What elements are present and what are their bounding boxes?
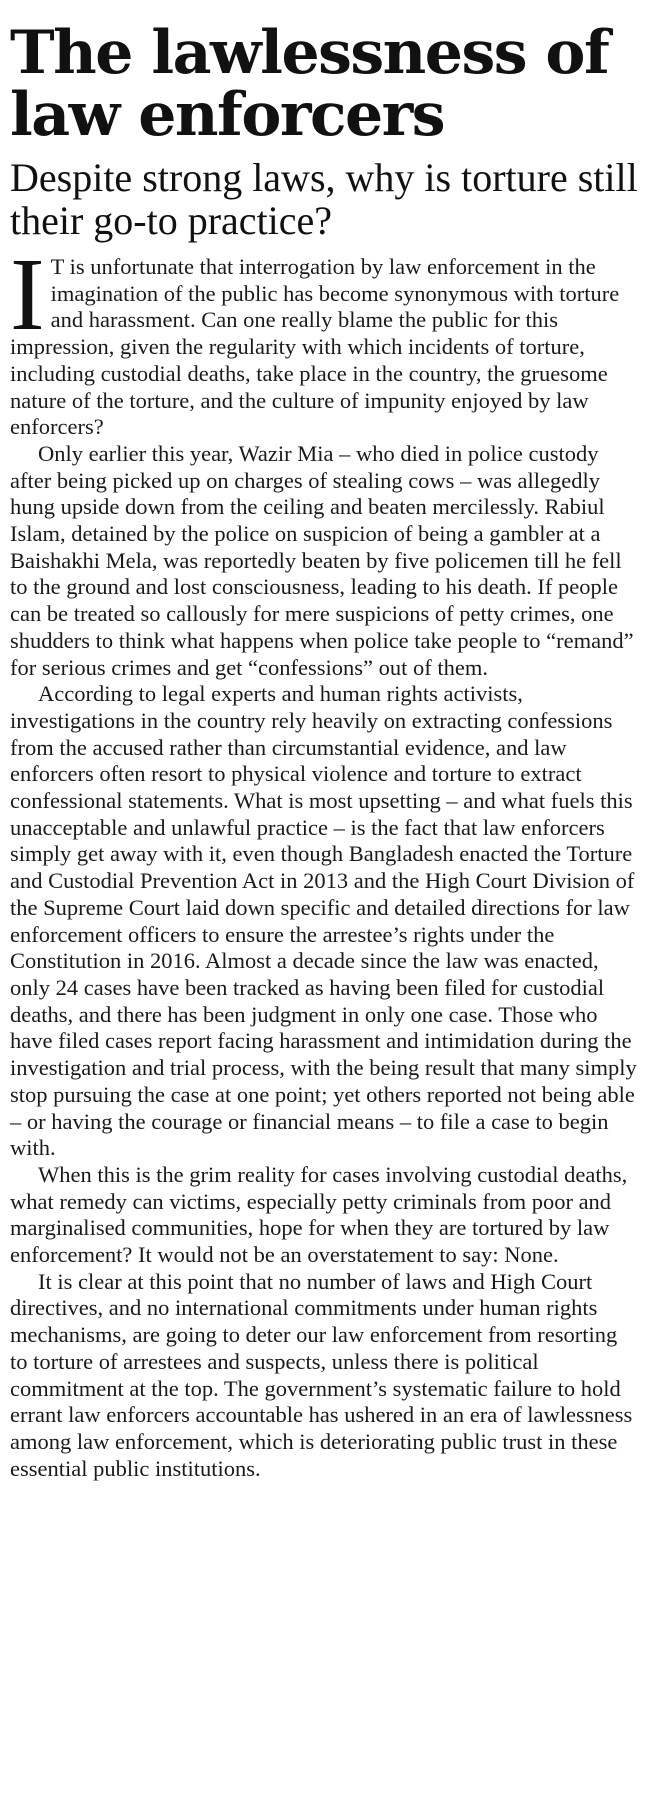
paragraph-5: It is clear at this point that no number of laws and High Court directives, and no international commitments under human rights mechanisms, are going to deter our law enforcement from resorting to torture of arrestees and suspects, unless there is political commitment at the top. The government’s systematic failure to hold errant law enforcers accountable has ushered in an era of lawlessness among law enforcement, which is deteriorating public trust in these essential public institutions. (10, 1268, 633, 1481)
subhead: Despite strong laws, why is torture still their go-to practice? (10, 155, 638, 243)
headline: The lawlessness of law enforcers (10, 18, 609, 150)
paragraph-2: Only earlier this year, Wazir Mia – who died in police custody after being picked up on charges of stealing cows – was allegedly hung upside down from the ceiling and beaten mercilessly. Rabiul Islam, detained by the police on suspicion of being a gambler at a Baishakhi Mela, was reportedly beaten by five policemen till he fell to the ground and lost consciousness, leading to his death. If people can be treated so callously for mere suspicions of petty crimes, one shudders to think what happens when police take people to “remand” for serious crimes and get “confessions” out of them. (10, 440, 634, 680)
article (10, 18, 638, 1482)
paragraph-1 (10, 237, 638, 441)
paragraph-3: According to legal experts and human rights activists, investigations in the country rely heavily on extracting confessions from the accused rather than circumstantial evidence, and law enforcers often resort to physical violence and torture to extract confessional statements. What is most upsetting – and what fuels this unacceptable and unlawful practice – is the fact that law enforcers simply get away with it, even though Bangladesh enacted the Torture and Custodial Prevention Act in 2013 and the High Court Division of the Supreme Court laid down specific and detailed directions for law enforcement officers to ensure the arrestee’s rights under the Constitution in 2016. Almost a decade since the law was enacted, only 24 cases have been tracked as having been filed for custodial deaths, and there has been judgment in only one case. Those who have filed cases report facing harassment and intimidation during the investigation and trial process, with the being result that many simply stop pursuing the case at one point; yet others reported not being able – or having the courage or financial means – to file a case to begin with. (10, 681, 637, 1161)
paragraph-1-text: T is unfortunate that interrogation by law enforcement in the imagination of the public has become synonymous with torture and harassment. Can one really blame the public for this impression, given the regularity with which incidents of torture, including custodial deaths, take place in the country, the gruesome nature of the torture, and the culture of impunity enjoyed by law enforcers? (10, 254, 620, 440)
paragraph-4: When this is the grim reality for cases involving custodial deaths, what remedy can victims, especially petty criminals from poor and marginalised communities, hope for when they are tortured by law enforcement? It would not be an overstatement to say: None. (10, 1161, 628, 1268)
drop-cap: I (10, 237, 45, 352)
article-body (10, 237, 638, 1482)
